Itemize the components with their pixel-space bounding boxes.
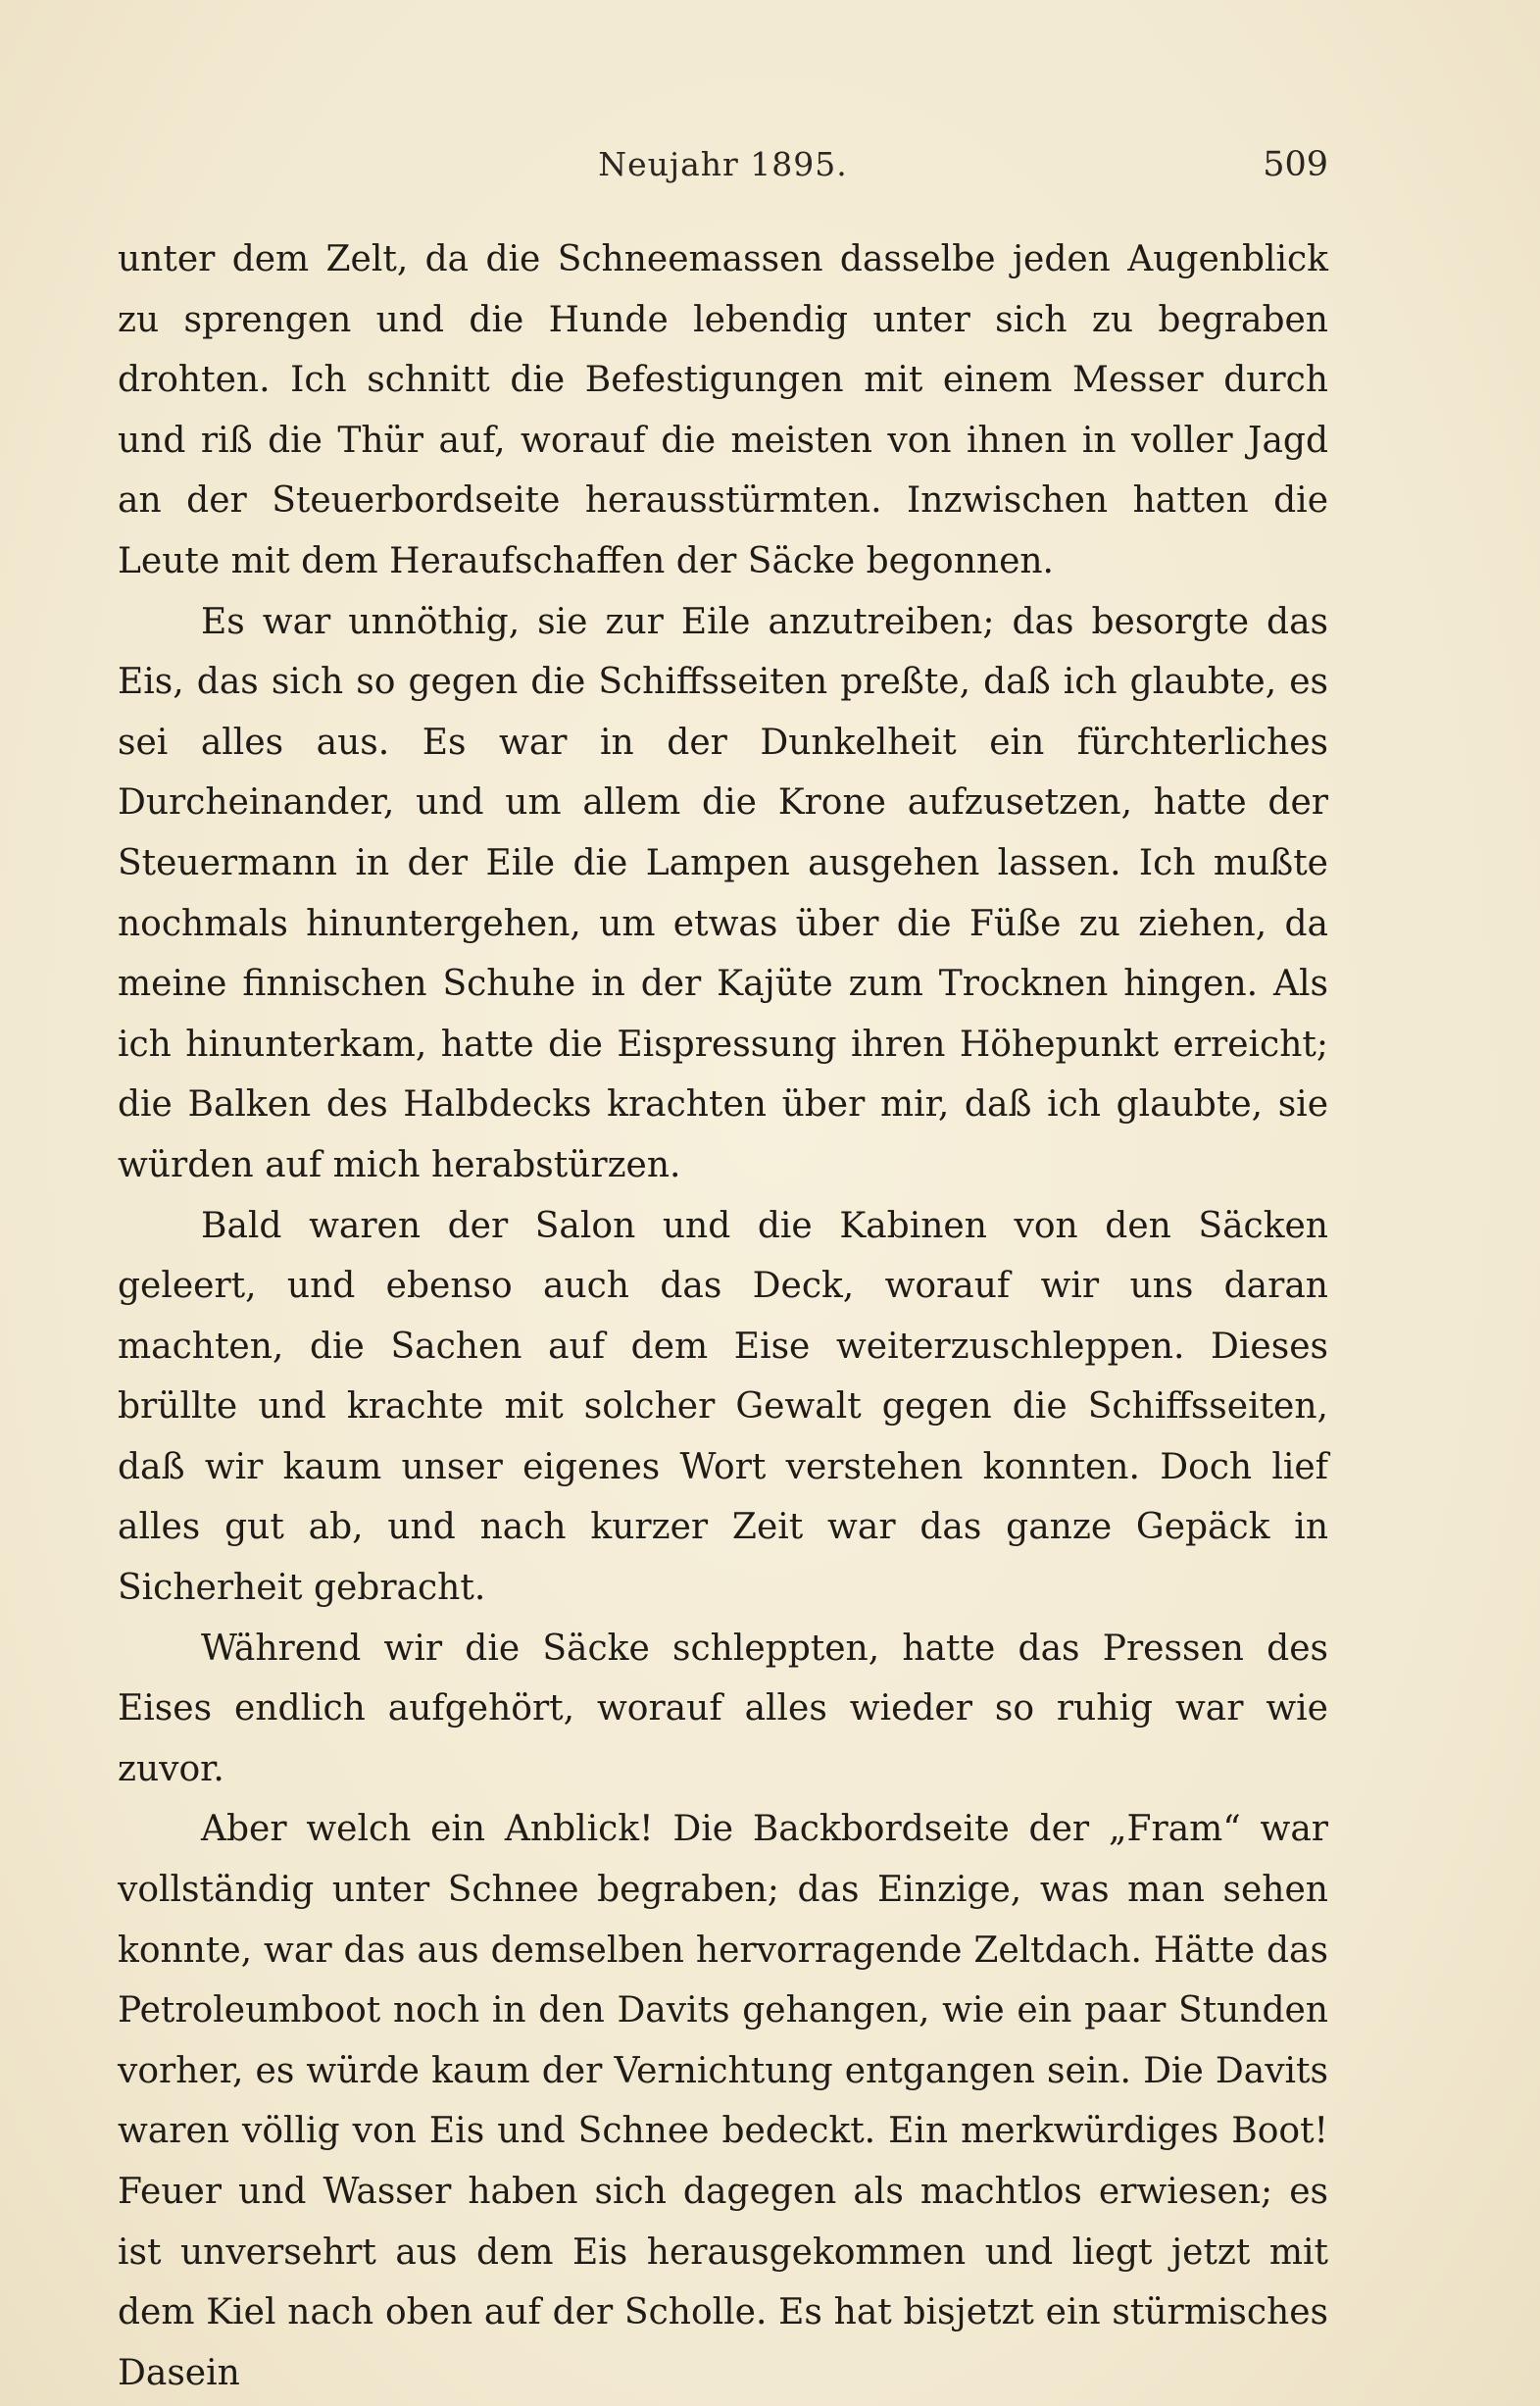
paragraph: Es war unnöthig, sie zur Eile anzutreiben; das besorgte das Eis, das sich so gegen die Schiffsseiten preßte, daß ich glaubte, es sei alles aus. Es war in der Dunkelheit ein fürchterliches Durcheinander, und um allem die Krone aufzusetzen, hatte der Steuermann in der Eile die Lampen ausgehen lassen. Ich mußte nochmals hinuntergehen, um etwas über die Füße zu ziehen, da meine finnischen Schuhe in der Kajüte zum Trocknen hingen. Als ich hinunterkam, hatte die Eispressung ihren Höhepunkt erreicht; die Balken des Halbdecks krachten über mir, daß ich glaubte, sie würden auf mich herabstürzen. <box>118 601 1328 1185</box>
running-title: Neujahr 1895. <box>598 145 848 183</box>
paragraph: Aber welch ein Anblick! Die Backbordseite der „Fram“ war vollständig unter Schnee begraben; das Einzige, was man sehen konnte, war das aus demselben hervorragende Zeltdach. Hätte das Petroleumboot noch in den Davits gehangen, wie ein paar Stunden vorher, es würde kaum der Vernichtung entgangen sein. Die Davits waren völlig von Eis und Schnee bedeckt. Ein merkwürdiges Boot! Feuer und Wasser haben sich dagegen als machtlos erwiesen; es ist unversehrt aus dem Eis herausgekommen und liegt jetzt mit dem Kiel nach oben auf der Scholle. Es hat bisjetzt ein stürmisches Dasein <box>118 1809 1328 2393</box>
body-text <box>118 229 1328 2403</box>
page-number: 509 <box>1263 145 1328 184</box>
paragraph: Bald waren der Salon und die Kabinen von den Säcken geleert, und ebenso auch das Deck, worauf wir uns daran machten, die Sachen auf dem Eise weiterzuschleppen. Dieses brüllte und krachte mit solcher Gewalt gegen die Schiffsseiten, daß wir kaum unser eigenes Wort verstehen konnten. Doch lief alles gut ab, und nach kurzer Zeit war das ganze Gepäck in Sicherheit gebracht. <box>118 1205 1328 1609</box>
paragraph: Während wir die Säcke schleppten, hatte das Pressen des Eises endlich aufgehört, worauf alles wieder so ruhig war wie zuvor. <box>118 1628 1328 1789</box>
paragraph: unter dem Zelt, da die Schneemassen dasselbe jeden Augenblick zu sprengen und die Hunde lebendig unter sich zu begraben drohten. Ich schnitt die Befestigungen mit einem Messer durch und riß die Thür auf, worauf die meisten von ihnen in voller Jagd an der Steuerbordseite herausstürmten. Inzwischen hatten die Leute mit dem Heraufschaffen der Säcke begonnen. <box>118 239 1328 581</box>
page-header <box>118 145 1328 194</box>
